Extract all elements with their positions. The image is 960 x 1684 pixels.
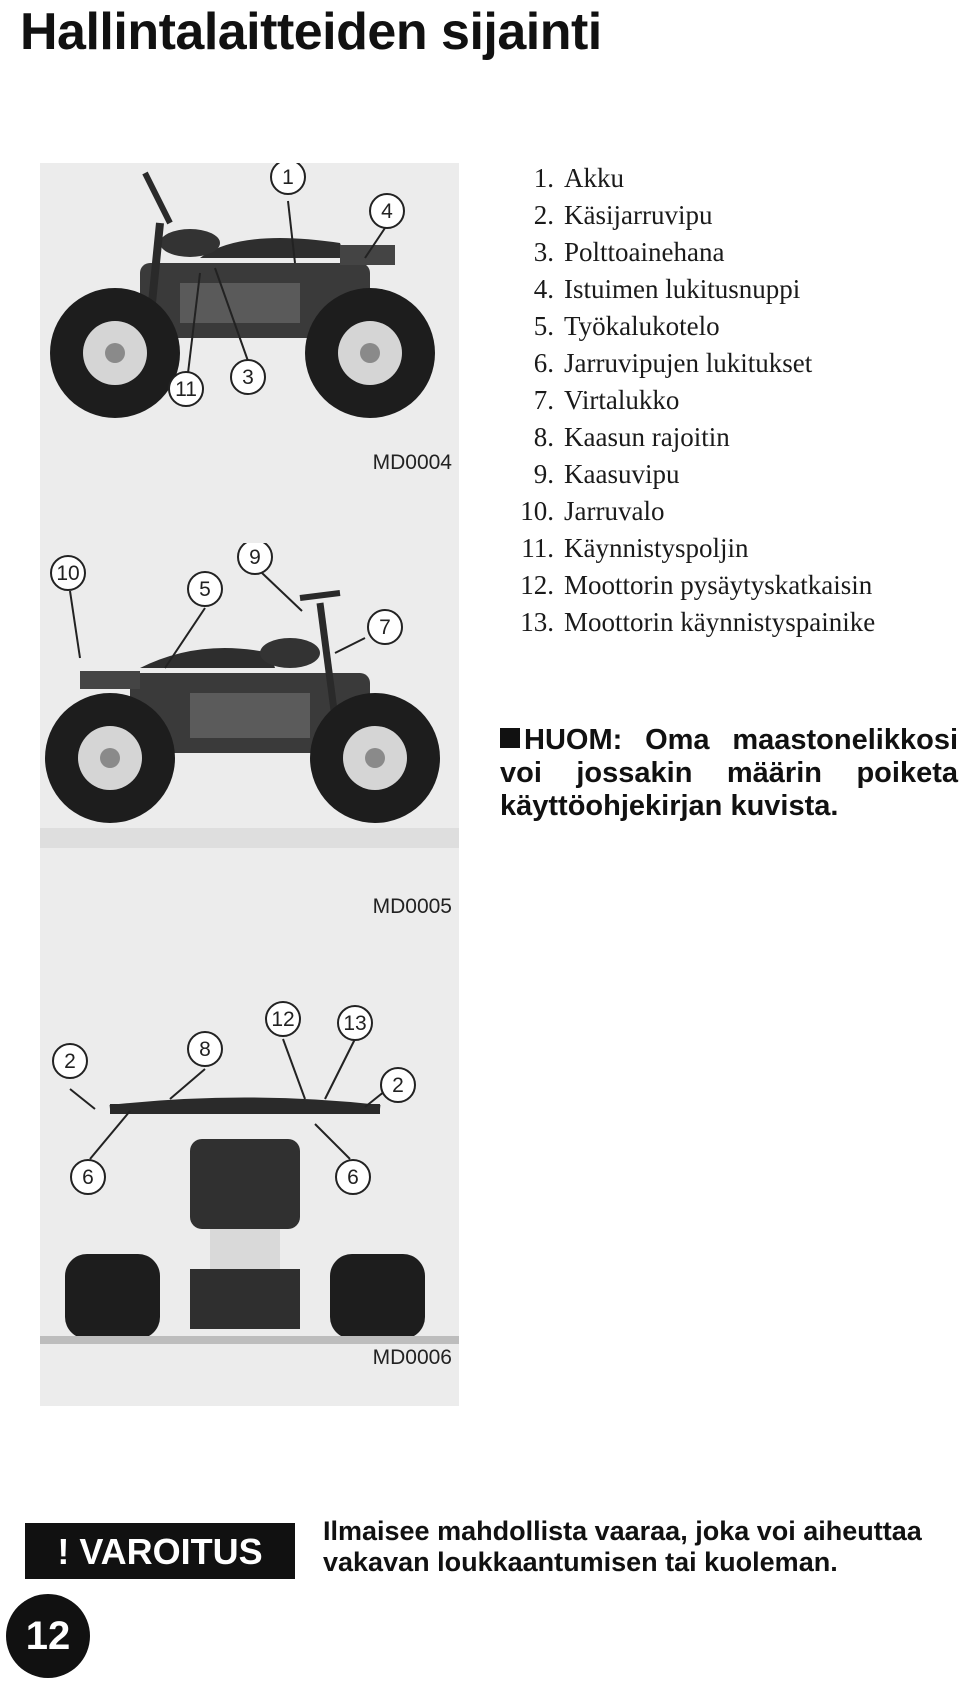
svg-text:6: 6 bbox=[347, 1166, 359, 1189]
callout-7 bbox=[368, 610, 402, 644]
page-number: 12 bbox=[6, 1594, 90, 1678]
callout-2 bbox=[381, 1068, 415, 1102]
callout-1 bbox=[271, 163, 305, 194]
list-item: 11. Käynnistyspoljin bbox=[521, 533, 749, 563]
svg-text:2: 2 bbox=[64, 1050, 76, 1073]
callout-8 bbox=[188, 1032, 222, 1066]
callout-12 bbox=[266, 1002, 300, 1036]
list-item: 1. Akku bbox=[533, 163, 624, 193]
callout-5 bbox=[188, 572, 222, 606]
callout-4 bbox=[370, 194, 404, 228]
list-item: 3. Polttoainehana bbox=[533, 237, 725, 267]
warning-text: Ilmaisee mahdollista vaaraa, joka voi aiheuttaa vakavan loukkaantumisen tai kuoleman. bbox=[323, 1516, 922, 1577]
note-text: HUOM: Oma maastonelikkosi voi jossakin määrin poiketa käyttöohjekirjan kuvista. bbox=[500, 724, 958, 822]
figure-code: MD0004 bbox=[372, 451, 452, 474]
svg-text:4: 4 bbox=[381, 200, 393, 223]
callout-6 bbox=[71, 1160, 105, 1194]
svg-text:2: 2 bbox=[392, 1074, 404, 1097]
figure-atv-opposite-side-view bbox=[40, 543, 459, 943]
photo-panel bbox=[40, 163, 459, 1406]
note-square-icon bbox=[500, 728, 520, 748]
callout-2 bbox=[53, 1044, 87, 1078]
figure-atv-front-view bbox=[40, 999, 459, 1399]
svg-text:7: 7 bbox=[379, 616, 391, 639]
svg-text:9: 9 bbox=[249, 546, 261, 569]
figure-code: MD0005 bbox=[372, 895, 452, 918]
list-item: 5. Työkalukotelo bbox=[533, 311, 720, 341]
page-title: Hallintalaitteiden sijainti bbox=[20, 3, 602, 61]
callout-10 bbox=[51, 556, 85, 590]
svg-text:1: 1 bbox=[282, 166, 294, 189]
left-front-wheel bbox=[65, 1254, 160, 1339]
front-wheel bbox=[310, 693, 440, 823]
rear-wheel bbox=[305, 288, 435, 418]
svg-text:3: 3 bbox=[242, 366, 254, 389]
callout-3 bbox=[231, 360, 265, 394]
front-wheel bbox=[50, 288, 180, 418]
svg-text:11: 11 bbox=[175, 378, 197, 401]
svg-text:13: 13 bbox=[343, 1012, 367, 1035]
list-item: 4. Istuimen lukitusnuppi bbox=[533, 274, 801, 304]
callout-13 bbox=[338, 1006, 372, 1040]
svg-text:5: 5 bbox=[199, 578, 211, 601]
figure-code: MD0006 bbox=[372, 1346, 452, 1369]
list-item: 2. Käsijarruvipu bbox=[533, 200, 713, 230]
figure-atv-side-view bbox=[40, 163, 459, 493]
parts-list bbox=[516, 160, 875, 641]
callout-11 bbox=[169, 372, 203, 406]
callout-6 bbox=[336, 1160, 370, 1194]
rear-wheel bbox=[45, 693, 175, 823]
svg-text:12: 12 bbox=[271, 1008, 295, 1031]
svg-text:8: 8 bbox=[199, 1038, 211, 1061]
note bbox=[500, 724, 958, 823]
list-item: 8. Kaasun rajoitin bbox=[533, 422, 730, 452]
list-item: 9. Kaasuvipu bbox=[533, 459, 680, 489]
callout-9 bbox=[238, 543, 272, 574]
svg-text:6: 6 bbox=[82, 1166, 94, 1189]
list-item: 7. Virtalukko bbox=[533, 385, 680, 415]
list-item: 13. Moottorin käynnistyspainike bbox=[520, 607, 876, 637]
right-front-wheel bbox=[330, 1254, 425, 1339]
list-item: 10. Jarruvalo bbox=[520, 496, 665, 526]
svg-text:10: 10 bbox=[56, 562, 80, 585]
list-item: 6. Jarruvipujen lukitukset bbox=[533, 348, 813, 378]
warning-label: ! VAROITUS bbox=[25, 1523, 295, 1579]
list-item: 12. Moottorin pysäytyskatkaisin bbox=[520, 570, 873, 600]
